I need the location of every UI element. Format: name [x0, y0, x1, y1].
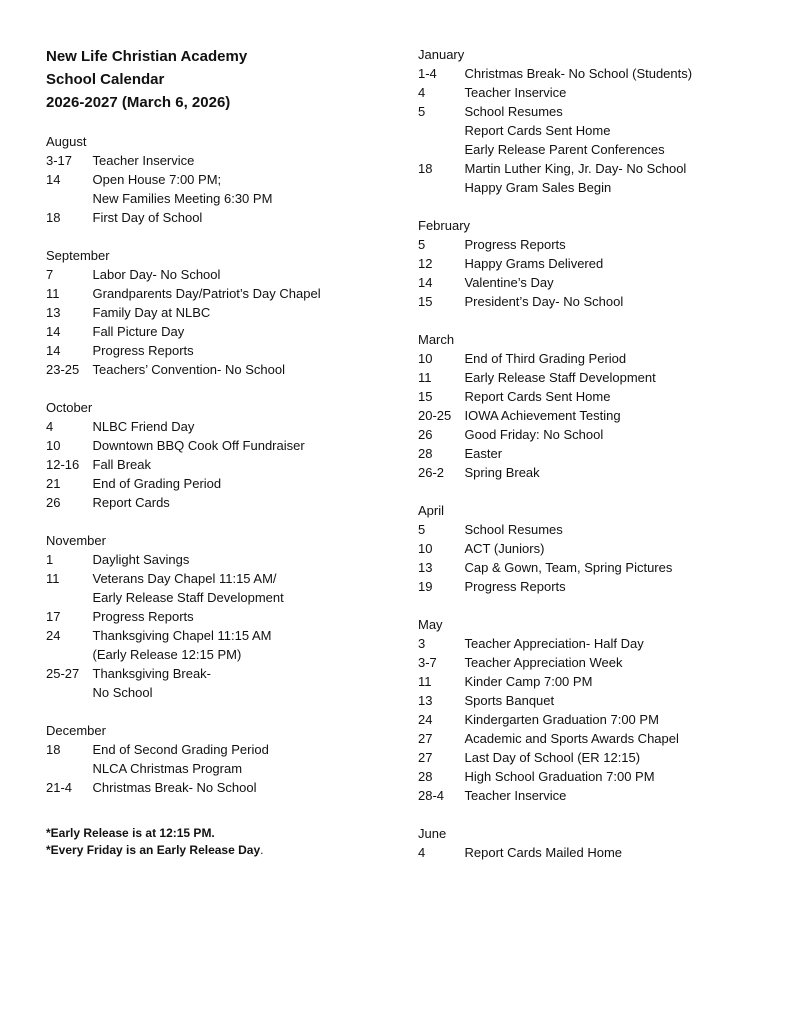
event-row — [418, 273, 778, 292]
event-row — [46, 208, 386, 227]
event-date: 11 — [46, 571, 60, 586]
event-text: Downtown BBQ Cook Off Fundraiser — [92, 438, 305, 453]
event-date — [418, 140, 465, 159]
event-text: Early Release Parent Conferences — [464, 142, 665, 157]
event-date: 7 — [46, 267, 54, 282]
event-date: 14 — [46, 343, 61, 358]
event-date: 5 — [418, 237, 426, 252]
event-date — [46, 588, 93, 607]
event-date: 26 — [418, 427, 433, 442]
event-date — [418, 178, 465, 197]
event-date: 3-17 — [46, 153, 73, 168]
event-row — [418, 634, 778, 653]
event-row — [418, 444, 778, 463]
event-text: Early Release Staff Development — [92, 590, 284, 605]
event-date: 13 — [418, 560, 433, 575]
event-row — [46, 683, 386, 702]
event-row — [46, 151, 386, 170]
event-text: (Early Release 12:15 PM) — [92, 647, 242, 662]
month-section — [418, 805, 778, 862]
event-text: First Day of School — [92, 210, 203, 225]
event-text: End of Third Grading Period — [464, 351, 627, 366]
event-row — [418, 748, 778, 767]
right-column — [418, 0, 778, 862]
event-text: Fall Break — [92, 457, 152, 472]
month-heading: June — [418, 826, 447, 841]
note-every-friday — [46, 842, 386, 859]
event-text: Progress Reports — [92, 343, 194, 358]
event-row — [418, 786, 778, 805]
event-text: Grandparents Day/Patriot’s Day Chapel — [92, 286, 321, 301]
event-row — [46, 341, 386, 360]
event-date: 26 — [46, 495, 61, 510]
event-date: 4 — [46, 419, 54, 434]
event-text: Spring Break — [464, 465, 540, 480]
month-section — [46, 702, 386, 797]
event-text: Progress Reports — [464, 237, 566, 252]
event-date: 18 — [46, 742, 61, 757]
note-early-release: *Early Release is at 12:15 PM. — [46, 826, 215, 840]
event-row — [418, 159, 778, 178]
event-date: 1-4 — [418, 66, 437, 81]
left-column — [46, 0, 386, 859]
event-text: Early Release Staff Development — [464, 370, 656, 385]
event-date: 20-25 — [418, 408, 452, 423]
event-row — [46, 360, 386, 379]
event-date: 19 — [418, 579, 433, 594]
event-row — [418, 843, 778, 862]
event-text: Labor Day- No School — [92, 267, 221, 282]
event-date: 3-7 — [418, 655, 437, 670]
event-date: 15 — [418, 294, 433, 309]
event-date — [46, 645, 93, 664]
event-row — [418, 83, 778, 102]
event-row — [418, 64, 778, 83]
left-month-list — [46, 132, 386, 797]
event-row — [418, 387, 778, 406]
event-row — [46, 436, 386, 455]
event-row — [46, 740, 386, 759]
event-text: Christmas Break- No School (Students) — [464, 66, 693, 81]
event-row — [418, 577, 778, 596]
event-text: IOWA Achievement Testing — [464, 408, 621, 423]
event-row — [418, 539, 778, 558]
event-text: Open House 7:00 PM; — [92, 172, 222, 187]
event-text: Fall Picture Day — [92, 324, 185, 339]
event-text: President’s Day- No School — [464, 294, 624, 309]
month-heading: May — [418, 617, 443, 632]
event-text: End of Grading Period — [92, 476, 222, 491]
event-date: 24 — [418, 712, 433, 727]
event-text: High School Graduation 7:00 PM — [464, 769, 655, 784]
event-text: Academic and Sports Awards Chapel — [464, 731, 679, 746]
event-text: Teachers’ Convention- No School — [92, 362, 285, 377]
event-date: 18 — [418, 161, 433, 176]
month-spacer — [418, 311, 778, 330]
event-date: 11 — [418, 674, 432, 689]
event-date — [418, 121, 465, 140]
event-date: 12-16 — [46, 457, 80, 472]
month-spacer — [418, 482, 778, 501]
month-spacer — [46, 702, 386, 721]
event-text: School Resumes — [464, 104, 563, 119]
event-row — [46, 588, 386, 607]
event-row — [418, 691, 778, 710]
event-text: Happy Gram Sales Begin — [464, 180, 612, 195]
event-date: 4 — [418, 845, 426, 860]
event-row — [46, 626, 386, 645]
event-date: 5 — [418, 104, 426, 119]
event-date: 4 — [418, 85, 426, 100]
event-text: Last Day of School (ER 12:15) — [464, 750, 641, 765]
event-date: 28 — [418, 446, 433, 461]
event-date — [46, 759, 93, 778]
event-row — [418, 140, 778, 159]
event-row — [418, 672, 778, 691]
event-row — [46, 170, 386, 189]
event-row — [46, 322, 386, 341]
event-row — [418, 102, 778, 121]
event-row — [418, 710, 778, 729]
event-row — [418, 178, 778, 197]
event-date: 14 — [46, 172, 61, 187]
calendar-header — [46, 45, 386, 114]
event-row — [46, 645, 386, 664]
event-text: School Resumes — [464, 522, 563, 537]
event-date: 12 — [418, 256, 433, 271]
event-text: NLBC Friend Day — [92, 419, 195, 434]
month-heading: September — [46, 248, 110, 263]
right-month-list — [418, 45, 778, 862]
month-heading: October — [46, 400, 93, 415]
event-text: Happy Grams Delivered — [464, 256, 604, 271]
event-date: 18 — [46, 210, 61, 225]
event-text: Teacher Inservice — [464, 85, 567, 100]
month-heading: August — [46, 134, 87, 149]
event-text: Report Cards — [92, 495, 170, 510]
event-date: 24 — [46, 628, 61, 643]
month-heading: February — [418, 218, 471, 233]
event-text: Cap & Gown, Team, Spring Pictures — [464, 560, 673, 575]
event-date: 14 — [46, 324, 61, 339]
month-section — [418, 311, 778, 482]
event-row — [46, 303, 386, 322]
event-date: 15 — [418, 389, 433, 404]
event-date: 3 — [418, 636, 426, 651]
event-row — [46, 569, 386, 588]
month-section — [46, 227, 386, 379]
event-text: Progress Reports — [464, 579, 566, 594]
event-date: 28-4 — [418, 788, 445, 803]
event-date: 28 — [418, 769, 433, 784]
event-date: 25-27 — [46, 666, 80, 681]
event-row — [418, 406, 778, 425]
event-text: Easter — [464, 446, 503, 461]
event-row — [418, 254, 778, 273]
event-text: Report Cards Sent Home — [464, 389, 611, 404]
event-row — [418, 520, 778, 539]
event-date: 14 — [418, 275, 433, 290]
school-name: New Life Christian Academy — [46, 48, 248, 65]
event-text: Teacher Appreciation Week — [464, 655, 623, 670]
event-date — [46, 189, 93, 208]
event-text: Thanksgiving Break- — [92, 666, 211, 681]
event-date: 21 — [46, 476, 61, 491]
month-spacer — [46, 379, 386, 398]
calendar-year: 2026-2027 (March 6, 2026) — [46, 94, 231, 111]
event-date: 13 — [418, 693, 433, 708]
event-row — [418, 368, 778, 387]
event-text: Report Cards Sent Home — [464, 123, 611, 138]
event-row — [46, 284, 386, 303]
event-date: 10 — [418, 351, 433, 366]
month-heading: March — [418, 332, 455, 347]
event-text: Progress Reports — [92, 609, 194, 624]
event-row — [418, 292, 778, 311]
event-text: Martin Luther King, Jr. Day- No School — [464, 161, 687, 176]
event-row — [46, 607, 386, 626]
event-text: Christmas Break- No School — [92, 780, 257, 795]
event-row — [46, 265, 386, 284]
month-section — [418, 45, 778, 197]
event-row — [46, 550, 386, 569]
event-row — [418, 463, 778, 482]
month-section — [418, 596, 778, 805]
event-text: Family Day at NLBC — [92, 305, 211, 320]
event-date: 11 — [46, 286, 60, 301]
event-text: Daylight Savings — [92, 552, 190, 567]
event-row — [418, 349, 778, 368]
calendar-title: School Calendar — [46, 71, 165, 88]
month-heading: November — [46, 533, 106, 548]
event-row — [46, 417, 386, 436]
event-text: ACT (Juniors) — [464, 541, 545, 556]
event-text: Thanksgiving Chapel 11:15 AM — [92, 628, 272, 643]
month-section — [46, 132, 386, 227]
event-row — [46, 455, 386, 474]
event-row — [46, 759, 386, 778]
event-row — [418, 653, 778, 672]
month-section — [46, 512, 386, 702]
month-heading: April — [418, 503, 445, 518]
month-spacer — [46, 512, 386, 531]
event-row — [418, 121, 778, 140]
event-text: No School — [92, 685, 153, 700]
event-text: Kindergarten Graduation 7:00 PM — [464, 712, 659, 727]
event-text: Veterans Day Chapel 11:15 AM/ — [92, 571, 277, 586]
event-text: Report Cards Mailed Home — [464, 845, 623, 860]
event-row — [46, 778, 386, 797]
notes — [46, 825, 386, 859]
event-date: 10 — [418, 541, 433, 556]
event-row — [46, 664, 386, 683]
event-text: Teacher Inservice — [464, 788, 567, 803]
event-text: End of Second Grading Period — [92, 742, 269, 757]
event-row — [46, 474, 386, 493]
event-date: 27 — [418, 731, 433, 746]
event-date: 1 — [46, 552, 54, 567]
event-row — [418, 558, 778, 577]
month-spacer — [418, 596, 778, 615]
event-row — [418, 425, 778, 444]
month-spacer — [418, 805, 778, 824]
event-row — [46, 189, 386, 208]
event-date: 10 — [46, 438, 61, 453]
event-text: Good Friday: No School — [464, 427, 604, 442]
event-text: NLCA Christmas Program — [92, 761, 243, 776]
event-date — [46, 683, 93, 702]
event-date: 11 — [418, 370, 432, 385]
event-text: Sports Banquet — [464, 693, 555, 708]
event-text: New Families Meeting 6:30 PM — [92, 191, 273, 206]
event-row — [418, 767, 778, 786]
note-every-friday-text: *Every Friday is an Early Release Day — [46, 843, 261, 857]
month-section — [46, 379, 386, 512]
event-date: 26-2 — [418, 465, 445, 480]
event-date: 27 — [418, 750, 433, 765]
month-section — [418, 197, 778, 311]
event-date: 21-4 — [46, 780, 73, 795]
month-heading: January — [418, 47, 465, 62]
event-date: 13 — [46, 305, 61, 320]
event-row — [418, 729, 778, 748]
event-date: 23-25 — [46, 362, 80, 377]
note-every-friday-period: . — [260, 843, 264, 857]
event-text: Kinder Camp 7:00 PM — [464, 674, 593, 689]
month-section — [418, 482, 778, 596]
event-text: Teacher Appreciation- Half Day — [464, 636, 644, 651]
event-date: 17 — [46, 609, 61, 624]
month-spacer — [418, 197, 778, 216]
month-heading: December — [46, 723, 106, 738]
event-row — [418, 235, 778, 254]
month-spacer — [46, 227, 386, 246]
event-text: Valentine’s Day — [464, 275, 554, 290]
event-text: Teacher Inservice — [92, 153, 195, 168]
event-date: 5 — [418, 522, 426, 537]
event-row — [46, 493, 386, 512]
